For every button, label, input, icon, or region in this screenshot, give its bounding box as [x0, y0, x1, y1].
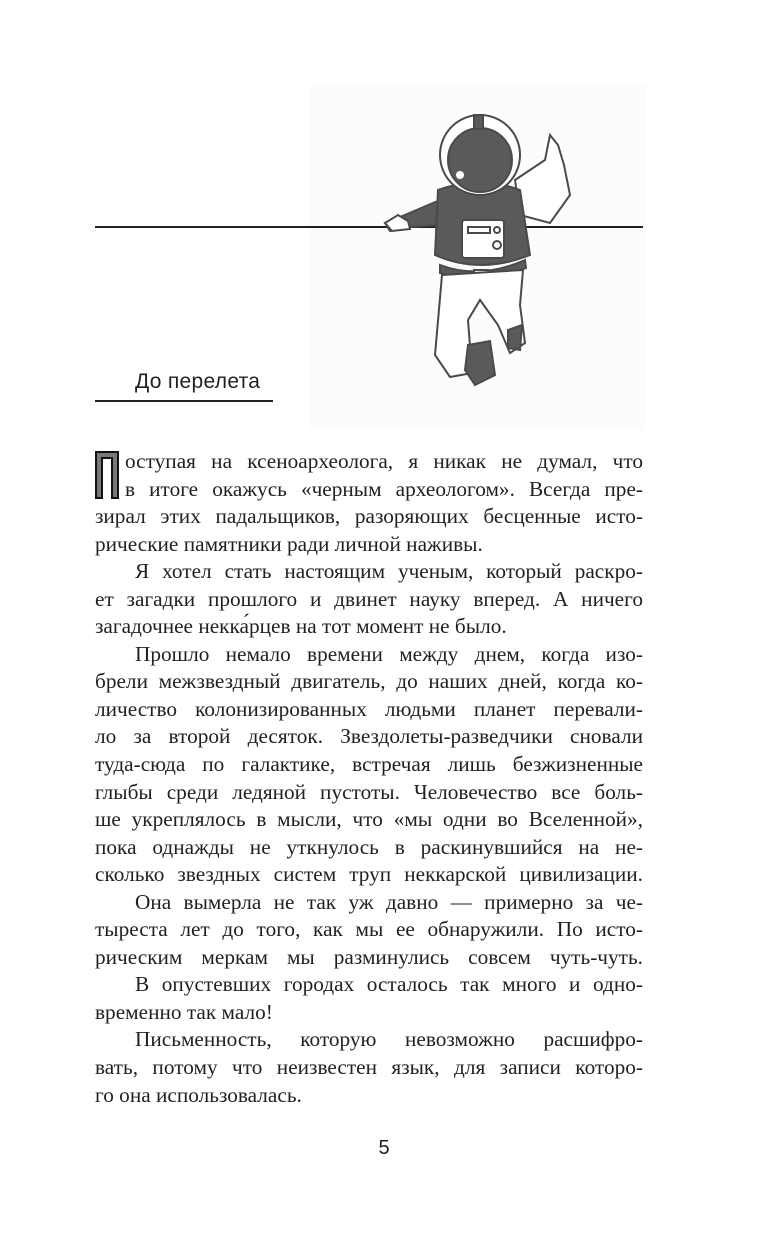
drop-cap-letter — [95, 450, 119, 500]
text-line: временно так мало! — [95, 999, 273, 1024]
text-line: в итоге окажусь «черным археологом». Всегда пре- — [125, 476, 643, 501]
text-line: Прошло немало времени между днем, когда изо- — [135, 641, 643, 666]
paragraph — [95, 1026, 643, 1109]
text-line: рические памятники ради личной наживы. — [95, 531, 483, 556]
text-line: загадочнее некка́рцев на тот момент не было. — [95, 614, 507, 639]
chapter-title-underline — [95, 400, 273, 402]
paragraph — [95, 558, 643, 641]
text-line: ше укреплялось в мысли, что «мы одни во Вселенной», — [95, 807, 643, 832]
text-line: ет загадки прошлого и двинет науку вперед. А ничего — [95, 586, 643, 611]
paragraph — [95, 448, 643, 558]
text-line: Письменность, которую невозможно расшифро- — [135, 1027, 643, 1052]
text-line: Я хотел стать настоящим ученым, который раскро- — [135, 559, 643, 584]
text-line: ло за второй десяток. Звездолеты-разведчики сновали — [95, 724, 643, 749]
text-line: зирал этих падальщиков, разоряющих бесценные исто- — [95, 504, 643, 529]
text-line: личество колонизированных людьми планет перевали- — [95, 696, 643, 721]
chapter-title: До перелета — [135, 370, 261, 393]
text-line: Она вымерла не так уж давно — примерно за че- — [135, 889, 643, 914]
paragraph — [95, 641, 643, 889]
text-line: В опустевших городах осталось так много и одно- — [135, 972, 643, 997]
text-line: оступая на ксеноархеолога, я никак не думал, что — [125, 449, 643, 473]
text-line: го она использовалась. — [95, 1082, 302, 1107]
body-text — [95, 448, 643, 1109]
text-line: вать, потому что неизвестен язык, для записи которо- — [95, 1055, 643, 1080]
text-line: тыреста лет до того, как мы ее обнаружили. По исто- — [95, 917, 643, 942]
text-line: пока однажды не уткнулось в раскинувшийся на не- — [95, 834, 643, 859]
paragraph — [95, 889, 643, 972]
text-line: глыбы среди ледяной пустоты. Человечество все боль- — [95, 779, 643, 804]
text-line: брели межзвездный двигатель, до наших дней, когда ко- — [95, 669, 643, 694]
text-line: сколько звездных систем труп неккарской цивилизации. — [95, 862, 643, 887]
text-line: рическим меркам мы разминулись совсем чуть-чуть. — [95, 944, 643, 969]
paragraph — [95, 971, 643, 1026]
text-line: туда-сюда по галактике, встречая лишь безжизненные — [95, 752, 643, 777]
page-number: 5 — [378, 1137, 390, 1159]
astronaut-illustration-icon — [380, 105, 580, 395]
